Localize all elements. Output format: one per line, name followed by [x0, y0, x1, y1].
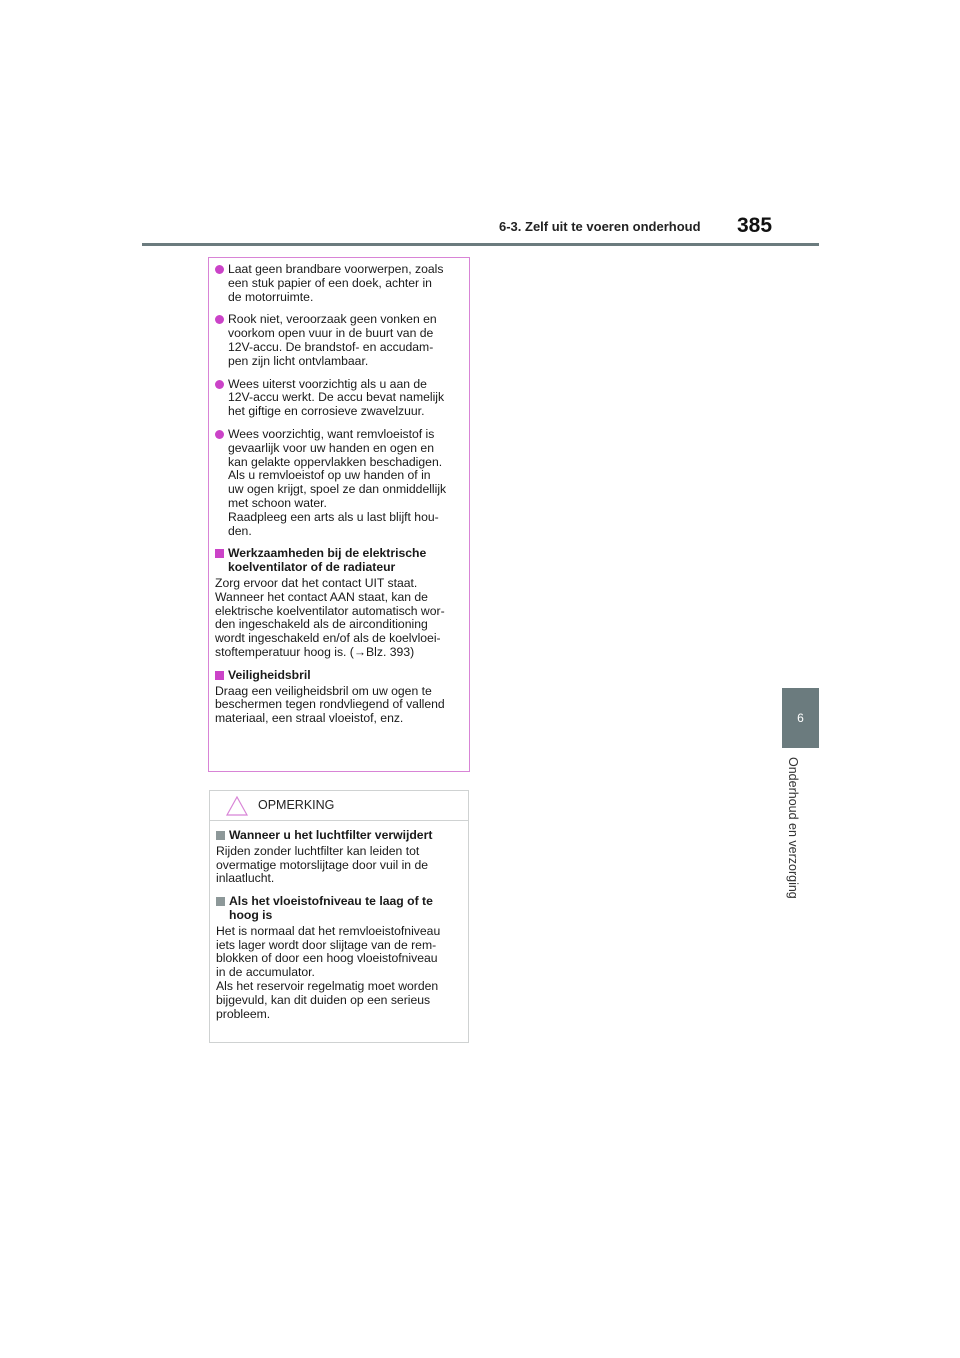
warning-section-text: Zorg ervoor dat het contact UIT staat. Wanneer het contact AAN staat, kan de elektrische koelventilator automatisch wor- den ingeschakeld als de airconditioning wordt ingeschakeld en/of als de koelvloei- stoftemperatuur hoog is. (→Blz. 393) [215, 575, 445, 659]
chapter-tab: 6 [782, 688, 819, 748]
chapter-title: Onderhoud en verzorging [786, 757, 800, 899]
notice-title: OPMERKING [258, 798, 335, 812]
bullet-dot-icon [215, 380, 224, 389]
bullet-dot-icon [215, 265, 224, 274]
notice-section-heading [216, 829, 462, 843]
notice-section-text: Rijden zonder luchtfilter kan leiden tot overmatige motorslijtage door vuil in de inlaatlucht. [216, 843, 429, 886]
notice-heading-text: Wanneer u het luchtfilter verwijdert [229, 828, 433, 842]
warning-section-heading [215, 669, 463, 683]
warning-bullet [215, 378, 463, 419]
bullet-dot-icon [215, 315, 224, 324]
bullet-dot-icon [215, 430, 224, 439]
notice-header [210, 791, 468, 821]
warning-bullet-text: Laat geen brandbare voorwerpen, zoals een stuk papier of een doek, achter in de motorruimte. [228, 262, 444, 304]
notice-section-text: Het is normaal dat het remvloeistofniveau iets lager wordt door slijtage van de rem- blokken of door een hoog vloeistofniveau in de accumulator. Als het reservoir regelmatig moet worden bijgevuld, kan dit duiden op een serieus probleem. [216, 923, 441, 1021]
notice-section-heading [216, 895, 462, 923]
header-divider [142, 243, 819, 246]
notice-heading-text: Als het vloeistofniveau te laag of te hoog is [229, 894, 433, 922]
warning-section-heading [215, 547, 463, 575]
warning-bullet-text: Rook niet, veroorzaak geen vonken en voorkom open vuur in de buurt van de 12V-accu. De brandstof- en accudam- pen zijn licht ontvlambaar. [228, 312, 437, 368]
warning-heading-text: Veiligheidsbril [228, 667, 311, 682]
square-bullet-icon [216, 831, 225, 840]
caution-triangle-icon [226, 796, 248, 816]
warning-bullet [215, 263, 463, 304]
warning-heading-text: Werkzaamheden bij de elektrische koelventilator of de radiateur [228, 546, 427, 575]
square-bullet-icon [216, 897, 225, 906]
warning-section-text: Draag een veiligheidsbril om uw ogen te beschermen tegen rondvliegend of vallend materiaal, een straal vloeistof, enz. [215, 683, 445, 726]
square-bullet-icon [215, 671, 224, 680]
warning-box [208, 257, 470, 772]
section-title: 6-3. Zelf uit te voeren onderhoud [499, 219, 701, 234]
page-number: 385 [737, 214, 773, 237]
warning-bullet-text: Wees voorzichtig, want remvloeistof is gevaarlijk voor uw handen en ogen en kan gelakte oppervlakken beschadigen. Als u remvloeistof op uw handen of in uw ogen krijgt, spoel ze dan onmiddellijk met schoon water. Raadpleeg een arts als u last blijft hou- den. [228, 426, 447, 538]
notice-box [209, 790, 469, 1043]
square-bullet-icon [215, 549, 224, 558]
warning-bullet [215, 313, 463, 368]
warning-bullet [215, 428, 463, 538]
warning-bullet-text: Wees uiterst voorzichtig als u aan de 12V-accu werkt. De accu bevat namelijk het giftige en corrosieve zwavelzuur. [228, 376, 445, 419]
